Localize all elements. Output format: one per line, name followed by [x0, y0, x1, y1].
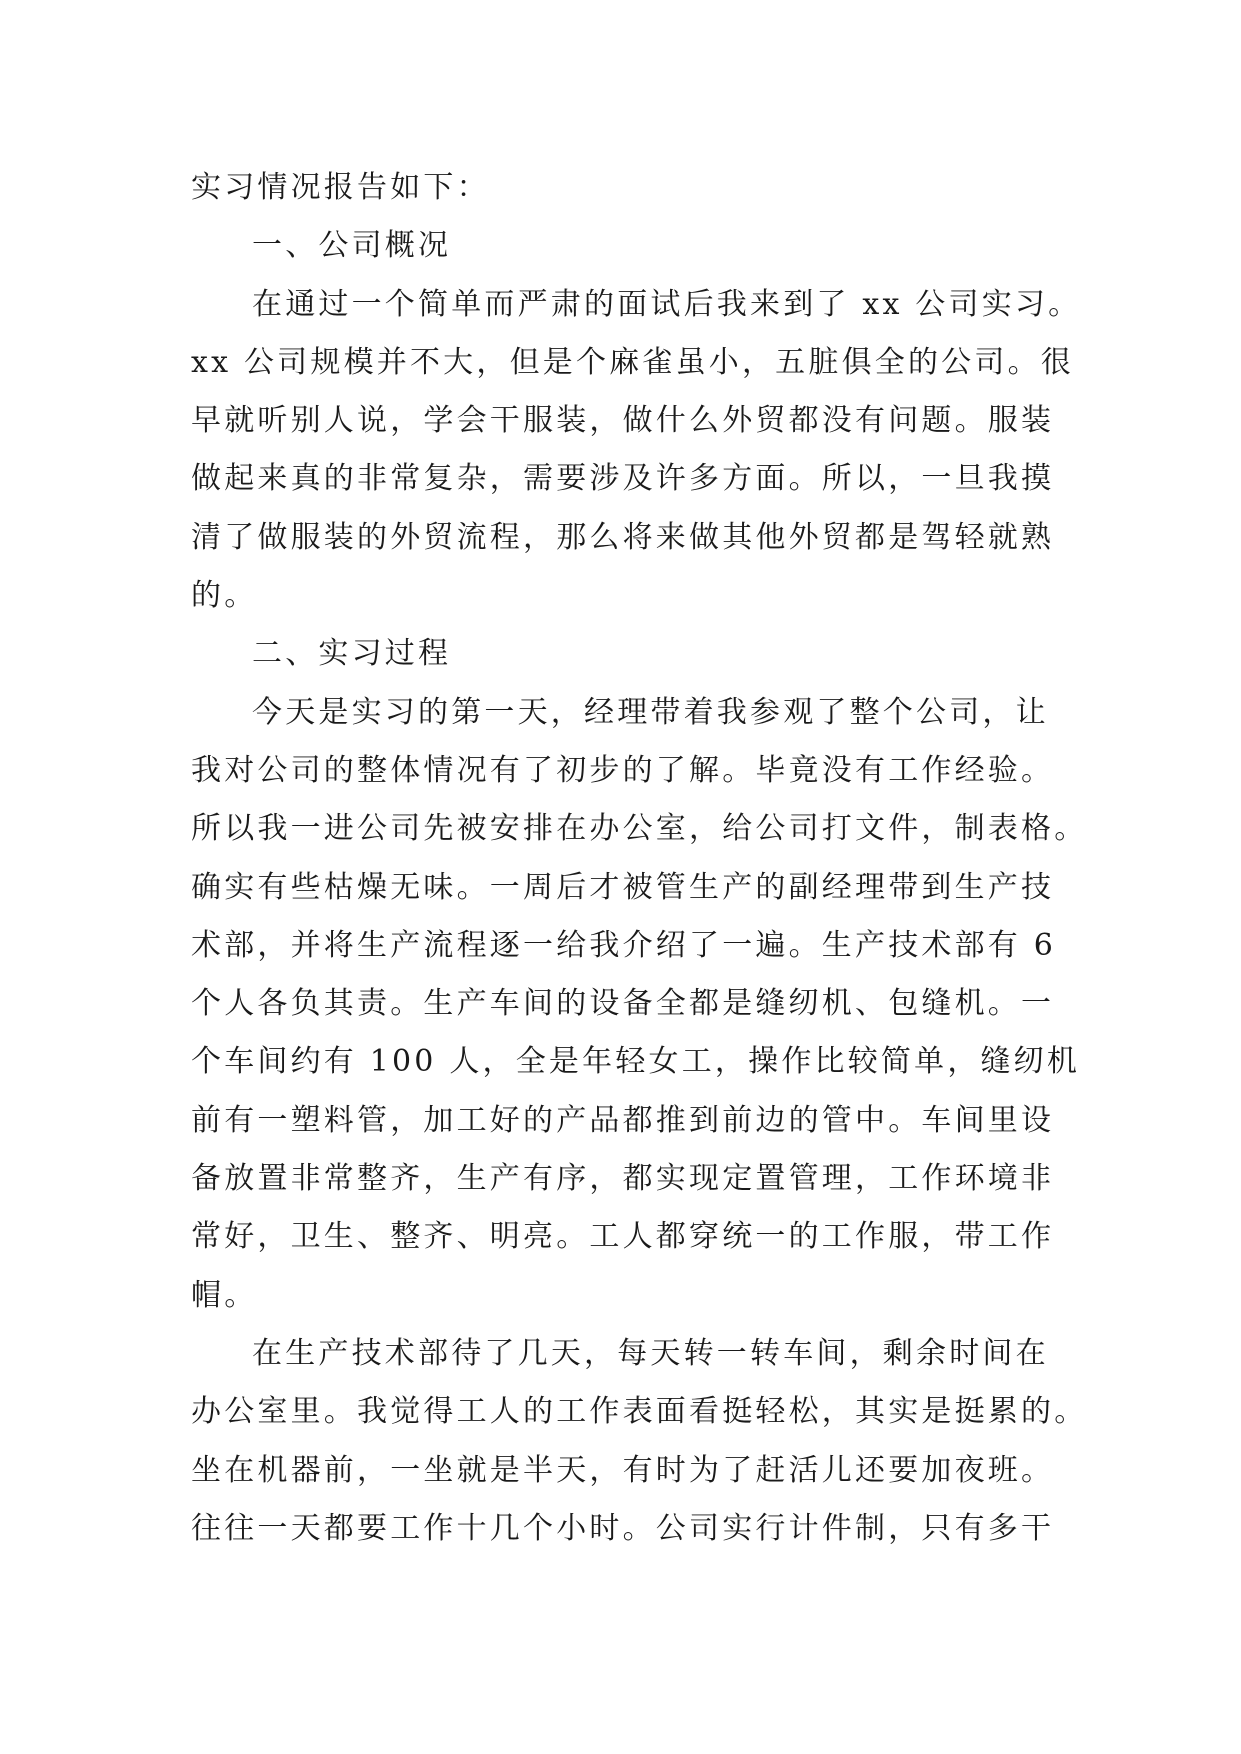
paragraph-line: 帽。 — [191, 1278, 258, 1313]
intro-line: 实习情况报告如下： — [191, 170, 490, 205]
paragraph-line: 个人各负其责。生产车间的设备全都是缝纫机、包缝机。一 — [191, 986, 1055, 1021]
paragraph-line: 早就听别人说，学会干服装，做什么外贸都没有问题。服装 — [191, 403, 1055, 438]
paragraph-line: 确实有些枯燥无味。一周后才被管生产的副经理带到生产技 — [191, 870, 1055, 905]
paragraph-line: 所以我一进公司先被安排在办公室，给公司打文件，制表格。 — [191, 811, 1088, 846]
paragraph-line: 做起来真的非常复杂，需要涉及许多方面。所以，一旦我摸 — [191, 461, 1055, 496]
paragraph-line: 前有一塑料管，加工好的产品都推到前边的管中。车间里设 — [191, 1103, 1055, 1138]
paragraph-line: 坐在机器前，一坐就是半天，有时为了赶活儿还要加夜班。 — [191, 1453, 1055, 1488]
paragraph-line: 术部，并将生产流程逐一给我介绍了一遍。生产技术部有 6 — [191, 928, 1057, 963]
section-heading-internship-process: 二、实习过程 — [252, 636, 452, 671]
paragraph-line: 办公室里。我觉得工人的工作表面看挺轻松，其实是挺累的。 — [191, 1394, 1088, 1429]
paragraph-line: 常好，卫生、整齐、明亮。工人都穿统一的工作服，带工作 — [191, 1219, 1055, 1254]
paragraph-line: 备放置非常整齐，生产有序，都实现定置管理，工作环境非 — [191, 1161, 1055, 1196]
paragraph-line: 往往一天都要工作十几个小时。公司实行计件制，只有多干 — [191, 1511, 1055, 1546]
paragraph-line: 的。 — [191, 578, 258, 613]
paragraph-line: 个车间约有 100 人，全是年轻女工，操作比较简单，缝纫机 — [191, 1044, 1081, 1079]
section-heading-company-overview: 一、公司概况 — [252, 228, 452, 263]
paragraph-line: 今天是实习的第一天，经理带着我参观了整个公司，让 — [252, 695, 1049, 730]
paragraph-line: 我对公司的整体情况有了初步的了解。毕竟没有工作经验。 — [191, 753, 1055, 788]
paragraph-line: xx 公司规模并不大，但是个麻雀虽小，五脏俱全的公司。很 — [191, 345, 1074, 380]
paragraph-line: 在通过一个简单而严肃的面试后我来到了 xx 公司实习。 — [252, 287, 1082, 322]
paragraph-line: 在生产技术部待了几天，每天转一转车间，剩余时间在 — [252, 1336, 1049, 1371]
paragraph-line: 清了做服装的外贸流程，那么将来做其他外贸都是驾轻就熟 — [191, 520, 1055, 555]
